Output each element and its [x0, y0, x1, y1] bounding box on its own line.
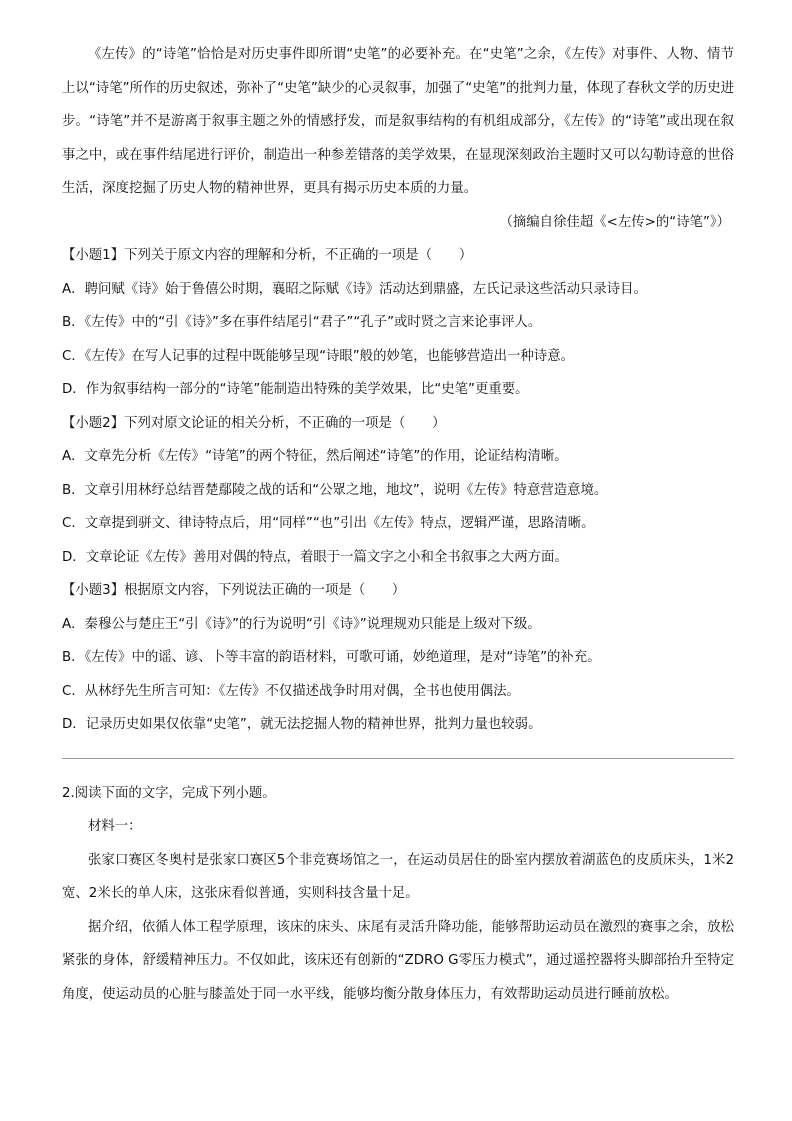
- option-d: D．文章论证《左传》善用对偶的特点，着眼于一篇文字之小和全书叙事之大两方面。: [62, 549, 568, 565]
- option-a: A．秦穆公与楚庄王“引《诗》”的行为说明“引《诗》”说理规劝只能是上级对下级。: [62, 616, 541, 632]
- option-d: D．作为叙事结构一部分的“诗笔”能制造出特殊的美学效果，比“史笔”更重要。: [62, 382, 529, 397]
- document-page: [62, 38, 734, 1011]
- material-label: 材料一：: [88, 819, 142, 834]
- option-c: C．从林纾先生所言可知：《左传》不仅描述战争时用对偶，全书也使用偶法。: [62, 683, 520, 699]
- question-2: [62, 407, 734, 575]
- option-b: B．文章引用林纾总结晋楚鄢陵之战的话和“公眾之地，地坟”，说明《左传》特意营造意境。: [62, 482, 608, 498]
- option-b: B．《左传》中的谣、谚、卜等丰富的韵语材料，可歌可诵，妙绝道理，是对“诗笔”的补充。: [62, 650, 601, 665]
- question-3: [62, 574, 734, 742]
- option-b: B．《左传》中的“引《诗》”多在事件结尾引“君子”“孔子”或时贤之言来论事评人。: [62, 315, 542, 330]
- question-stem: 【小题2】下列对原文论证的相关分析，不正确的一项是（ ）: [62, 415, 446, 431]
- section-2-heading: 2.阅读下面的文字，完成下列小题。: [62, 785, 276, 801]
- option-c: C．文章提到骈文、律诗特点后，用“同样”“也”引出《左传》特点，逻辑严谨，思路清晰。: [62, 516, 595, 531]
- option-d: D．记录历史如果仅依靠“史笔”，就无法挖掘人物的精神世界，批判力量也较弱。: [62, 717, 542, 732]
- material-paragraph: 据介绍，依循人体工程学原理，该床的床头、床尾有灵活升降功能，能够帮助运动员在激烈的赛事之余，放松紧张的身体，舒缓精神压力。不仅如此，该床还有创新的“ZDRO G零压力模式”，通过遥控器将头脚部抬升至特定角度，使运动员的心脏与膝盖处于同一水平线，能够均衡分散身体压力，有效帮助运动员进行睡前放松。: [62, 919, 734, 1002]
- option-a: A．文章先分析《左传》“诗笔”的两个特征，然后阐述“诗笔”的作用，论证结构清晰。: [62, 449, 568, 464]
- option-a: A．聘问赋《诗》始于鲁僖公时期，襄昭之际赋《诗》活动达到鼎盛，左氏记录这些活动只录诗目。: [62, 281, 647, 297]
- question-stem: 【小题3】根据原文内容，下列说法正确的一项是（ ）: [62, 583, 406, 598]
- material-paragraph: 张家口赛区冬奥村是张家口赛区5个非竞赛场馆之一，在运动员居住的卧室内摆放着湖蓝色的皮质床头，1米2宽、2米长的单人床，这张床看似普通，实则科技含量十足。: [62, 852, 734, 901]
- option-c: C．《左传》在写人记事的过程中既能够呈现“诗眼”般的妙笔，也能够营造出一种诗意。: [62, 348, 574, 364]
- section-divider: [62, 758, 734, 759]
- passage-source-citation: （摘编自徐佳超《<左传>的“诗笔”》）: [499, 214, 730, 230]
- question-stem: 【小题1】下列关于原文内容的理解和分析，不正确的一项是（ ）: [62, 248, 473, 263]
- passage-closing-paragraph: 《左传》的“诗笔”恰恰是对历史事件即所谓“史笔”的必要补充。在“史笔”之余，《左传》对事件、人物、情节上以“诗笔”所作的历史叙述，弥补了“史笔”缺少的心灵叙事，加强了“史笔”的批判力量，体现了春秋文学的历史进步。“诗笔”并不是游离于叙事主题之外的情感抒发，而是叙事结构的有机组成部分，《左传》的“诗笔”或出现在叙事之中，或在事件结尾进行评价，制造出一种参差错落的美学效果，在显现深刻政治主题时又可以勾勒诗意的世俗生活，深度挖掘了历史人物的精神世界，更具有揭示历史本质的力量。: [62, 47, 734, 196]
- question-1: [62, 239, 734, 407]
